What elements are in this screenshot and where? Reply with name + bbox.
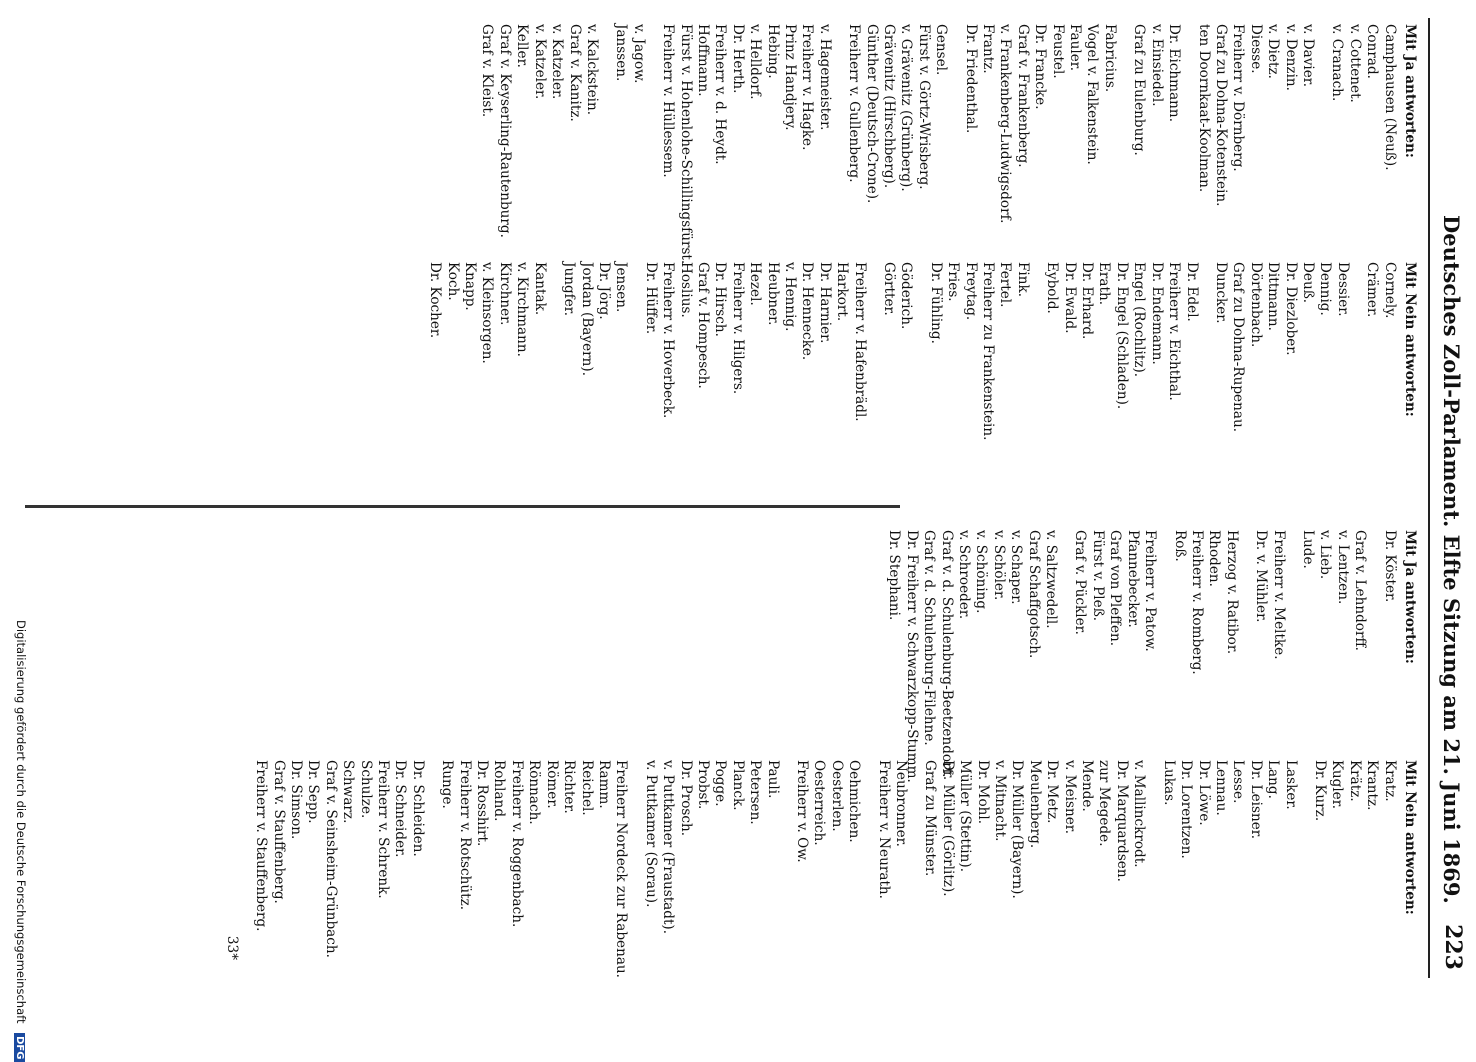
member-name: Dr. Kocher. — [427, 262, 444, 339]
name-group — [921, 760, 1147, 978]
member-name: v. Einsiedel. — [1148, 24, 1165, 107]
name-group — [885, 530, 1059, 783]
member-name: Dessier. — [1334, 262, 1351, 317]
no-column-1 — [426, 262, 1418, 440]
member-name: Dr. Herth. — [729, 24, 746, 94]
member-name: Freiherr v. d. Heydt. — [712, 24, 729, 165]
member-name: Dörtenbach. — [1247, 262, 1264, 348]
footnote-text: Digitalisierung gefördert durch die Deutsche Forschungsgemeinschaft — [14, 620, 28, 1024]
member-name: Rönnach. — [526, 760, 543, 825]
member-name: Freiherr v. Meltke. — [1270, 530, 1287, 660]
name-group — [961, 24, 1118, 264]
member-name: v. Schöning. — [973, 530, 990, 614]
member-name: Freiherr v. Hafenbrädl. — [851, 262, 868, 422]
member-name: Grävenitz (Hirschberg). — [881, 24, 898, 189]
member-name: Runge. — [439, 760, 456, 809]
member-name: Herzog v. Ratibor. — [1223, 530, 1240, 655]
member-name: Kantak. — [531, 262, 548, 316]
member-name: Rhoden. — [1206, 530, 1223, 587]
member-name: Engel (Rochlitz). — [1131, 262, 1148, 378]
member-name: Graf v. d. Schulenburg-Filehne. — [921, 530, 938, 746]
member-name: Pauli. — [764, 760, 781, 799]
member-name: v. Jagow. — [630, 24, 647, 84]
member-name: v. Hagemeister. — [816, 24, 833, 131]
member-name: Graf v. Stauffenberg. — [270, 760, 287, 904]
member-name: Koch. — [444, 262, 461, 301]
member-name: Dr. Ewald. — [1061, 262, 1078, 334]
name-group — [252, 760, 426, 978]
member-name: v. Cranach. — [1329, 24, 1346, 102]
member-name: Gensel. — [933, 24, 950, 76]
member-name: Dr. Mohl. — [974, 760, 991, 825]
member-name: v. Helldorf. — [747, 24, 764, 100]
member-name: Göderich. — [898, 262, 915, 330]
name-group — [874, 760, 909, 978]
member-name: Graf v. Keyserling-Rautenburg. — [496, 24, 513, 238]
member-name: Dr. Löwe. — [1195, 760, 1212, 826]
member-name: Frantz. — [980, 24, 997, 74]
member-name: Lesse. — [1230, 760, 1247, 804]
member-name: Freiherr Nordeck zur Rabenau. — [613, 760, 630, 979]
member-name: Janssen. — [613, 24, 630, 82]
member-name: Freiherr v. Eichthal. — [1166, 262, 1183, 401]
name-group — [641, 262, 867, 440]
member-name: Dittmann. — [1265, 262, 1282, 331]
name-group — [641, 760, 780, 978]
member-name: v. Puttkamer (Sorau). — [642, 760, 659, 908]
member-name: Dr. Eichmann. — [1166, 24, 1183, 123]
member-name: Dr. Hirsch. — [712, 262, 729, 337]
member-name: Freiherr zu Frankenstein. — [980, 262, 997, 441]
member-name: Planck. — [729, 760, 746, 811]
name-group — [880, 262, 915, 440]
page-number: 223 — [1440, 924, 1466, 970]
member-name: v. Puttkamer (Fraustadt). — [660, 760, 677, 935]
name-group — [1363, 262, 1398, 440]
digitization-footnote — [14, 620, 28, 1062]
yes-column-1 — [478, 24, 1418, 264]
member-name: Fink. — [1014, 262, 1031, 298]
member-name: Fürst v. Hohenlohe-Schillingsfürst. — [677, 24, 694, 265]
member-name: Petersen. — [747, 760, 764, 825]
member-name: Freiherr v. Schrenk. — [375, 760, 392, 899]
page-title: Deutsches Zoll-Parlament. Elfte Sitzung am 21. Juni 1869. — [1439, 215, 1464, 904]
column-heading: Mit Nein antworten: — [1402, 760, 1418, 915]
member-name: Pfannebecker. — [1124, 530, 1141, 628]
member-name: Dr. Schleiden. — [409, 760, 426, 857]
member-name: Dr. Stephani. — [886, 530, 903, 621]
member-name: v. Saltzwedell. — [1043, 530, 1060, 629]
member-name: v. Frankenberg-Ludwigsdorf. — [997, 24, 1014, 224]
member-name: Freiherr v. Romberg. — [1188, 530, 1205, 675]
member-name: Oehmichen. — [846, 760, 863, 843]
member-name: Feustel. — [1049, 24, 1066, 79]
member-name: Fertel. — [997, 262, 1014, 308]
member-name: Dr. Metz. — [1044, 760, 1061, 824]
member-name: Dr. Hüffer. — [642, 262, 659, 335]
member-name: Crämer. — [1364, 262, 1381, 318]
member-name: Freiherr v. Stauffenberg. — [253, 760, 270, 932]
name-group — [612, 24, 647, 264]
member-name: Freiherr v. Hilgers. — [729, 262, 746, 395]
member-name: Graf zu Dohna-Rupenau. — [1230, 262, 1247, 433]
member-name: Dr. Francke. — [1032, 24, 1049, 110]
member-name: Kirchner. — [496, 262, 513, 326]
member-name: Krätz. — [1346, 760, 1363, 802]
name-group — [478, 24, 600, 264]
member-name: Lasker. — [1282, 760, 1299, 810]
member-name: v. Schöler. — [990, 530, 1007, 601]
sheet-signature: 33* — [223, 935, 240, 960]
column-rule — [25, 505, 900, 508]
member-name: Dr. Hennecke. — [799, 262, 816, 361]
member-name: Dennig. — [1317, 262, 1334, 316]
member-name: Knapp. — [462, 262, 479, 311]
dfg-logo: DFG — [14, 1033, 25, 1062]
member-name: v. Davier. — [1299, 24, 1316, 88]
column-heading: Mit Ja antworten: — [1402, 24, 1418, 158]
name-group — [845, 24, 949, 264]
member-name: Jordan (Bayern). — [578, 262, 595, 377]
member-name: Freiherr v. Hoverbeck. — [660, 262, 677, 419]
name-group — [1252, 530, 1287, 783]
member-name: v. Katzeler. — [531, 24, 548, 100]
member-name: Heubner. — [764, 262, 781, 326]
member-name: Graf zu Dohna-Kotenstein. — [1212, 24, 1229, 207]
member-name: v. Katzeler. — [549, 24, 566, 100]
name-group — [1043, 262, 1200, 440]
member-name: Graf von Pleffen. — [1107, 530, 1124, 647]
member-name: v. Hennig. — [782, 262, 798, 332]
member-name: Jungfer. — [561, 262, 578, 317]
member-name: Graf v. Pückler. — [1072, 530, 1089, 635]
member-name: Dr. Marquardsen. — [1113, 760, 1130, 882]
member-name: Graf v. Kleist. — [479, 24, 496, 118]
name-group — [793, 760, 863, 978]
member-name: Freiherr v. Gullenberg. — [846, 24, 863, 183]
member-name: Dr. Müller (Bayern). — [1009, 760, 1026, 899]
member-name: Dr. Harnier. — [816, 262, 833, 344]
member-name: Krantz. — [1364, 760, 1381, 811]
member-name: Kugler. — [1329, 760, 1346, 810]
member-name: Dr. Endemann. — [1148, 262, 1165, 365]
member-name: Neubronner. — [893, 760, 910, 847]
member-name: v. Kirchmann. — [514, 262, 531, 357]
member-name: Schulze. — [357, 760, 374, 819]
member-name: Graf v. Frankenberg. — [1014, 24, 1031, 168]
member-name: Graf zu Münster. — [922, 760, 939, 877]
member-name: Freiherr v. Hüllessem. — [660, 24, 677, 178]
member-name: Dr. Prosch. — [677, 760, 694, 837]
member-name: Prinz Handjery. — [782, 24, 798, 131]
member-name: Vogel v. Falkenstein. — [1084, 24, 1101, 165]
member-name: Lukas. — [1160, 760, 1177, 806]
member-name: Hoffmann. — [694, 24, 711, 97]
member-name: Fürst v. Pleß. — [1089, 530, 1106, 622]
member-name: Diesse. — [1247, 24, 1264, 74]
no-column-2 — [222, 760, 1418, 978]
member-name: Freiherr v. Dörnberg. — [1230, 24, 1247, 172]
member-name: Mende. — [1079, 760, 1096, 812]
member-name: Freiherr v. Hagke. — [799, 24, 816, 151]
member-name: Camphausen (Neuß). — [1381, 24, 1398, 171]
member-name: Fries. — [945, 262, 962, 302]
member-name: v. Kleinsorgen. — [479, 262, 496, 364]
member-name: v. Meisner. — [1061, 760, 1078, 835]
name-group — [438, 760, 629, 978]
member-name: v. Mitnacht. — [992, 760, 1009, 842]
member-name: Lennau. — [1212, 760, 1229, 816]
column-heading: Mit Nein antworten: — [1402, 262, 1418, 417]
member-name: Dr. Diezlober. — [1282, 262, 1299, 356]
member-name: Fürst v. Görtz-Wrisberg. — [915, 24, 932, 190]
member-name: Dr. Lorentzen. — [1178, 760, 1195, 859]
member-name: ten Doornkaat-Koolman. — [1195, 24, 1212, 193]
member-name: Fauler. — [1067, 24, 1084, 72]
member-name: Freiherr v. Roggenbach. — [508, 760, 525, 928]
member-name: Erath. — [1096, 262, 1113, 306]
name-group — [1380, 530, 1397, 783]
member-name: Duncker. — [1212, 262, 1229, 324]
member-name: Graf zu Eulenburg. — [1131, 24, 1148, 156]
member-name: Dr. v. Mühler. — [1253, 530, 1270, 623]
member-name: Fabricius. — [1101, 24, 1118, 93]
member-name: Dr. Friedenthal. — [962, 24, 979, 134]
member-name: Dr. Simson. — [288, 760, 305, 840]
member-name: Kratz. — [1381, 760, 1398, 802]
name-group — [659, 24, 833, 264]
member-name: Dr. Müller (Görlitz). — [939, 760, 956, 897]
member-name: Dr. Engel (Schladen). — [1113, 262, 1130, 410]
member-name: Jensen. — [613, 262, 630, 313]
member-name: Görtter. — [881, 262, 898, 316]
member-name: v. Schaper. — [1008, 530, 1025, 605]
member-name: Reichel. — [578, 760, 595, 816]
header-rule — [1428, 18, 1430, 978]
member-name: Römer. — [543, 760, 560, 809]
name-group — [1170, 530, 1240, 783]
name-group — [1299, 530, 1369, 783]
member-name: Dr. Kurz. — [1311, 760, 1328, 822]
member-name: Lang. — [1265, 760, 1282, 799]
name-group — [426, 262, 548, 440]
member-name: Dr. Köster. — [1381, 530, 1398, 603]
member-name: Dr. Edel. — [1183, 262, 1200, 322]
member-name: Oesterlen. — [828, 760, 845, 832]
name-group — [1194, 24, 1316, 264]
member-name: Rohland. — [491, 760, 508, 822]
member-name: Freiherr v. Neurath. — [875, 760, 892, 899]
member-name: Conrad. — [1364, 24, 1381, 79]
member-name: Freiherr v. Ow. — [794, 760, 810, 863]
name-group — [1328, 24, 1398, 264]
member-name: Richter. — [561, 760, 578, 814]
member-name: Dr. Leisner. — [1247, 760, 1264, 840]
member-name: Harkort. — [834, 262, 851, 322]
member-name: Cornely. — [1381, 262, 1398, 319]
member-name: Eybold. — [1044, 262, 1061, 314]
member-name: Müller (Stettin). — [957, 760, 974, 873]
member-name: Graf v. Seinsheim-Grünbach. — [322, 760, 339, 958]
member-name: Dr. Erhard. — [1079, 262, 1096, 340]
member-name: v. Lentzen. — [1334, 530, 1351, 605]
member-name: Meulenberg. — [1026, 760, 1043, 849]
member-name: Dr. Sepp. — [305, 760, 322, 824]
name-group — [560, 262, 630, 440]
name-group — [1159, 760, 1298, 978]
member-name: Graf v. Lehndorff. — [1352, 530, 1369, 651]
member-name: Deuß. — [1299, 262, 1316, 304]
member-name: v. Grävenitz (Grünberg). — [898, 24, 915, 192]
member-name: Lude. — [1299, 530, 1316, 569]
member-name: Dr. Rosshirt. — [474, 760, 491, 847]
member-name: Ramm. — [595, 760, 612, 809]
member-name: zur Megede. — [1096, 760, 1113, 847]
member-name: Dr. Schneider. — [392, 760, 409, 858]
member-name: Oesterreich. — [811, 760, 828, 846]
member-name: Freiherr v. Patow. — [1142, 530, 1159, 652]
member-name: v. Schroeder. — [956, 530, 973, 620]
member-name: v. Kalckstein. — [583, 24, 600, 116]
name-group — [1311, 760, 1398, 978]
member-name: v. Dietz. — [1265, 24, 1282, 79]
member-name: Graf v. Kanitz. — [566, 24, 583, 122]
name-group — [926, 262, 1030, 440]
member-name: Keller. — [514, 24, 531, 68]
member-name: Graf Schaffgotsch. — [1025, 530, 1042, 659]
member-name: v. Lieb. — [1317, 530, 1334, 580]
yes-column-2 — [885, 530, 1418, 783]
member-name: Hoslius. — [677, 262, 694, 318]
member-name: Graf v. Hompesch. — [694, 262, 711, 389]
member-name: Dr. Fühling. — [927, 262, 944, 344]
member-name: Günther (Deutsch-Crone). — [863, 24, 880, 204]
member-name: Hebing. — [764, 24, 781, 79]
member-name: Dr. Freiherr v. Schwarzkopp-Stumm. — [903, 530, 920, 783]
member-name: v. Cottenet. — [1346, 24, 1363, 103]
column-heading: Mit Ja antworten: — [1402, 530, 1418, 664]
member-name: Hezel. — [747, 262, 764, 306]
member-name: Graf v. d. Schulenburg-Beetzendorf. — [938, 530, 955, 778]
member-name: v. Mallinckrodt. — [1131, 760, 1148, 868]
running-head — [1434, 40, 1468, 970]
member-name: v. Denzin. — [1282, 24, 1299, 91]
name-group — [1212, 262, 1351, 440]
name-group — [1130, 24, 1182, 264]
member-name: Dr. Jörg. — [595, 262, 612, 320]
member-name: Schwarz. — [340, 760, 357, 824]
member-name: Roß. — [1171, 530, 1188, 562]
name-group — [1071, 530, 1158, 783]
member-name: Freiherr v. Rotschütz. — [456, 760, 473, 911]
member-name: Probst. — [694, 760, 711, 810]
member-name: Freytag. — [962, 262, 979, 321]
member-name: Pogge. — [712, 760, 729, 807]
